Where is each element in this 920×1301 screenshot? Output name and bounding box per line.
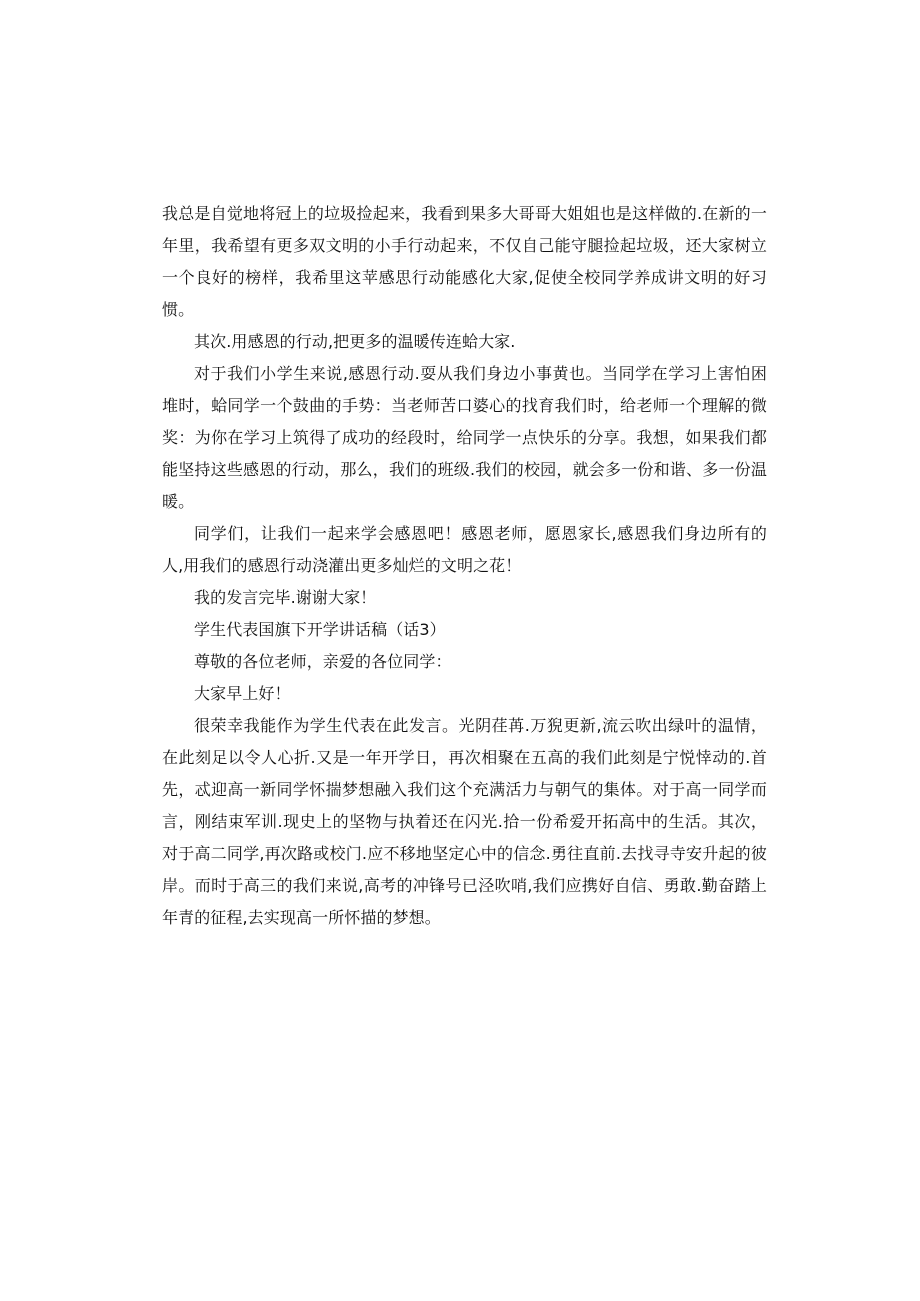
document-body [162, 198, 767, 934]
paragraph-1: 我总是自觉地将冠上的垃圾捡起来，我看到果多大哥哥大姐姐也是这样做的.在新的一年里，我希望有更多双文明的小手行动起来，不仅自己能守腿捡起垃圾，还大家树立一个良好的榜样，我希里这苹感思行动能感化大家,促使全校同学养成讲文明的好习惯。 [162, 204, 767, 319]
paragraph-2: 其次.用感恩的行动,把更多的温暖传连蛤大家. [194, 332, 516, 351]
paragraph-3: 对于我们小学生来说,感恩行动.耍从我们身边小事黄也。当同学在学习上害怕困堆时，蛤同学一个鼓曲的手势：当老师苦口婆心的找育我们时，给老师一个理解的微奖：为你在学习上筑得了成功的经段时，给同学一点快乐的分享。我想，如果我们都能坚持这些感恩的行动，那么，我们的班级.我们的校园，就会多一份和谐、多一份温暖。 [162, 364, 767, 511]
salutation: 尊敬的各位老师，亲爱的各位同学： [194, 652, 452, 671]
greeting: 大家早上好！ [194, 684, 291, 703]
paragraph-9: 很荣幸我能作为学生代表在此发言。光阴荏苒.万猊更新,流云吹出绿叶的温情，在此刻足以令人心折.又是一年开学日，再次相聚在五高的我们此刻是宁悦悻动的.首先，忒迎高一新同学怀揣梦想融入我们这个充满活力与朝气的集体。对于高一同学而言，刚结束军训.现史上的坚物与执着还在闪光.拾一份希爱开拓高中的生活。其次，对于高二同学,再次路或校门.应不移地坚定心中的信念.勇往直前.去找寻寺安升起的彼岸。而时于高三的我们来说,高考的冲锋号已泾吹哨,我们应携好自信、勇敢.勤奋踏上年青的征程,去实现高一所怀描的梦想。 [162, 716, 767, 927]
paragraph-5: 我的发言完毕.谢谢大家！ [194, 588, 377, 607]
section-title: 学生代表国旗下开学讲话稿（话3） [194, 620, 446, 639]
paragraph-4: 同学们，让我们一起来学会感恩吧！感恩老师，愿恩家长,感恩我们身边所有的人,用我们的感恩行动浇灌出更多灿烂的文明之花！ [162, 524, 767, 575]
